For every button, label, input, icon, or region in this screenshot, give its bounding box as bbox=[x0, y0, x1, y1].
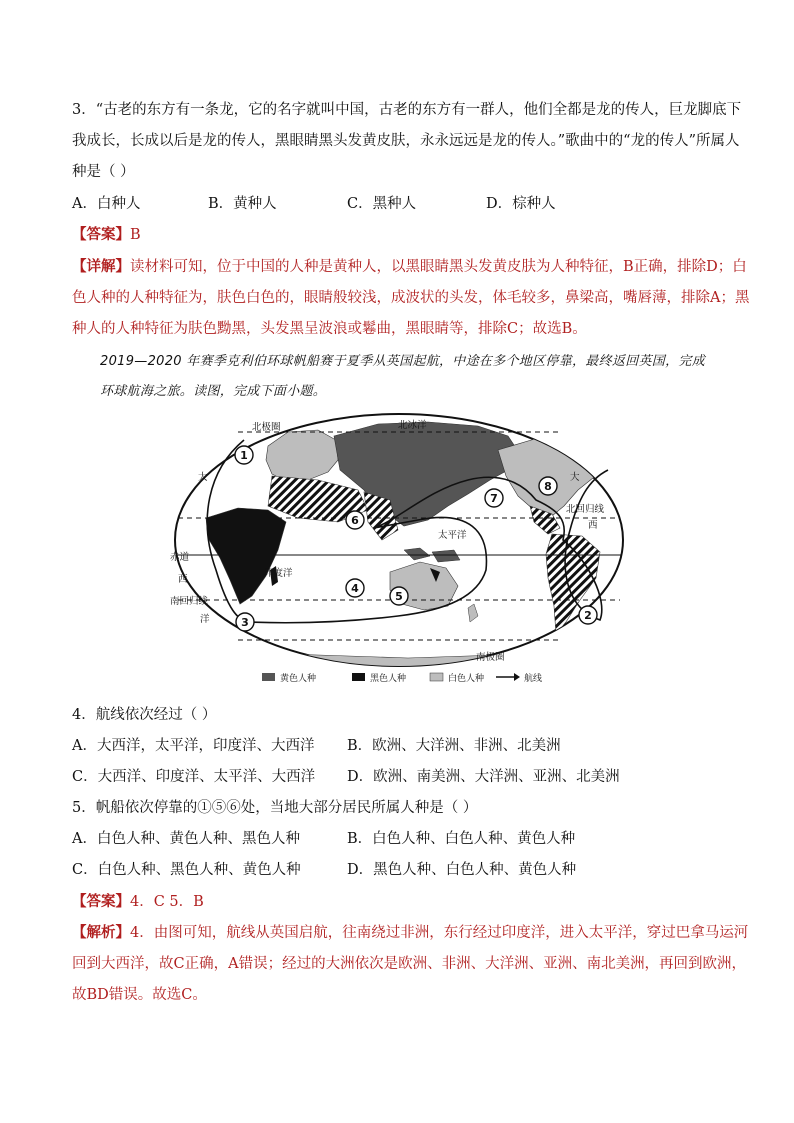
legend-black: 黑色人种 bbox=[370, 674, 407, 684]
q5-option-d: D．黑色人种、白色人种、黄色人种 bbox=[347, 862, 577, 878]
q4-option-d: D．欧洲、南美洲、大洋洲、亚洲、北美洲 bbox=[347, 769, 620, 785]
label-xi-left: 西 bbox=[178, 574, 188, 585]
q3-explain-line-1 bbox=[72, 257, 747, 277]
intro-line-2: 环球航海之旅。读图，完成下面小题。 bbox=[100, 384, 327, 399]
legend-white: 白色人种 bbox=[448, 674, 485, 684]
svg-text:1: 1 bbox=[240, 449, 248, 462]
svg-text:3: 3 bbox=[241, 616, 249, 629]
answer-tag: 【答案】 bbox=[72, 893, 130, 910]
q5-stem: 5．帆船依次停靠的①⑤⑥处，当地大部分居民所属人种是（ ） bbox=[72, 800, 478, 816]
map-legend bbox=[262, 672, 542, 684]
explain-text: 4．由图可知，航线从英国启航，往南绕过非洲，东行经过印度洋，进入太平洋，穿过巴拿马运河 bbox=[130, 925, 749, 941]
q5-option-b: B．白色人种、白色人种、黄色人种 bbox=[347, 831, 576, 847]
q45-explain-line-3: 故BD错误。故选C。 bbox=[72, 987, 207, 1003]
q45-answer bbox=[72, 892, 204, 912]
legend-swatch-yellow bbox=[262, 673, 275, 681]
marker-2 bbox=[579, 606, 597, 624]
q3-answer bbox=[72, 225, 141, 245]
legend-route: 航线 bbox=[524, 674, 543, 684]
label-indian-ocean: 印度洋 bbox=[264, 568, 293, 579]
q3-option-d: D．棕种人 bbox=[486, 196, 556, 212]
marker-1 bbox=[235, 446, 253, 464]
legend-swatch-black bbox=[352, 673, 365, 681]
label-tropic-cancer: 北回归线 bbox=[566, 504, 605, 515]
answer-tag: 【答案】 bbox=[72, 226, 130, 243]
q4-option-a: A．大西洋，太平洋，印度洋、大西洋 bbox=[72, 738, 315, 754]
label-pacific: 太平洋 bbox=[438, 530, 467, 541]
marker-3 bbox=[236, 613, 254, 631]
legend-swatch-white bbox=[430, 673, 443, 681]
label-south-pole-circle: 南极圈 bbox=[476, 652, 505, 663]
label-tropic-capricorn: 南回归线 bbox=[170, 596, 209, 607]
q45-explain-line-2: 回到大西洋，故C正确，A错误；经过的大洲依次是欧洲、非洲、大洋洲、亚洲、南北美洲，再回到欧洲， bbox=[72, 956, 747, 972]
svg-text:6: 6 bbox=[351, 514, 359, 527]
label-yang-left: 洋 bbox=[200, 614, 210, 625]
marker-7 bbox=[485, 489, 503, 507]
svg-text:8: 8 bbox=[544, 480, 552, 493]
q5-option-a: A．白色人种、黄色人种、黑色人种 bbox=[72, 831, 300, 847]
q4-option-b: B．欧洲、大洋洲、非洲、北美洲 bbox=[347, 738, 561, 754]
intro-line-1: 2019—2020 年赛季克利伯环球帆船赛于夏季从英国起航，中途在多个地区停靠，最终返回英国，完成 bbox=[100, 354, 706, 369]
answer-value: 4．C 5．B bbox=[130, 894, 204, 910]
svg-text:4: 4 bbox=[351, 582, 359, 595]
svg-text:2: 2 bbox=[584, 609, 592, 622]
svg-text:5: 5 bbox=[395, 590, 403, 603]
svg-text:7: 7 bbox=[490, 492, 498, 505]
q4-option-c: C．大西洋、印度洋、太平洋、大西洋 bbox=[72, 769, 316, 785]
marker-5 bbox=[390, 587, 408, 605]
legend-yellow: 黄色人种 bbox=[280, 674, 317, 684]
q3-option-c: C．黑种人 bbox=[347, 196, 417, 212]
q5-option-c: C．白色人种、黑色人种、黄色人种 bbox=[72, 862, 301, 878]
label-xi-right: 西 bbox=[588, 520, 598, 531]
label-equator: 赤道 bbox=[170, 552, 190, 563]
label-north-pole-circle: 北极圈 bbox=[252, 422, 281, 433]
q3-option-a: A．白种人 bbox=[72, 196, 141, 212]
explain-tag: 【详解】 bbox=[72, 258, 130, 275]
legend-route-arrow-icon bbox=[514, 673, 520, 681]
answer-value: B bbox=[130, 227, 141, 243]
q3-stem-line-3: 种是（ ） bbox=[72, 164, 135, 180]
q4-stem: 4．航线依次经过（ ） bbox=[72, 707, 217, 723]
explain-tag: 【解析】 bbox=[72, 924, 130, 941]
marker-6 bbox=[346, 511, 364, 529]
world-race-map bbox=[168, 410, 630, 688]
marker-8 bbox=[539, 477, 557, 495]
q3-option-b: B．黄种人 bbox=[208, 196, 277, 212]
explain-text: 读材料可知，位于中国的人种是黄种人，以黑眼睛黑头发黄皮肤为人种特征，B正确，排除D；白 bbox=[130, 259, 747, 275]
q3-stem-line-1: 3．“古老的东方有一条龙，它的名字就叫中国，古老的东方有一群人，他们全都是龙的传人，巨龙脚底下 bbox=[72, 102, 742, 118]
q3-explain-line-3: 种人的人种特征为肤色黝黑，头发黑呈波浪或鬈曲，黑眼睛等，排除C；故选B。 bbox=[72, 321, 587, 337]
q3-explain-line-2: 色人种的人种特征为，肤色白色的，眼睛般较浅，成波状的头发，体毛较多，鼻梁高，嘴唇薄，排除A；黑 bbox=[72, 290, 750, 306]
marker-4 bbox=[346, 579, 364, 597]
label-da-left: 大 bbox=[198, 472, 208, 483]
q3-stem-line-2: 我成长，长成以后是龙的传人，黑眼睛黑头发黄皮肤，永永远远是龙的传人。”歌曲中的“龙的传人”所属人 bbox=[72, 133, 740, 149]
q45-explain-line-1 bbox=[72, 923, 748, 943]
label-da-right: 大 bbox=[570, 472, 580, 483]
label-arctic-ocean: 北冰洋 bbox=[398, 420, 427, 431]
